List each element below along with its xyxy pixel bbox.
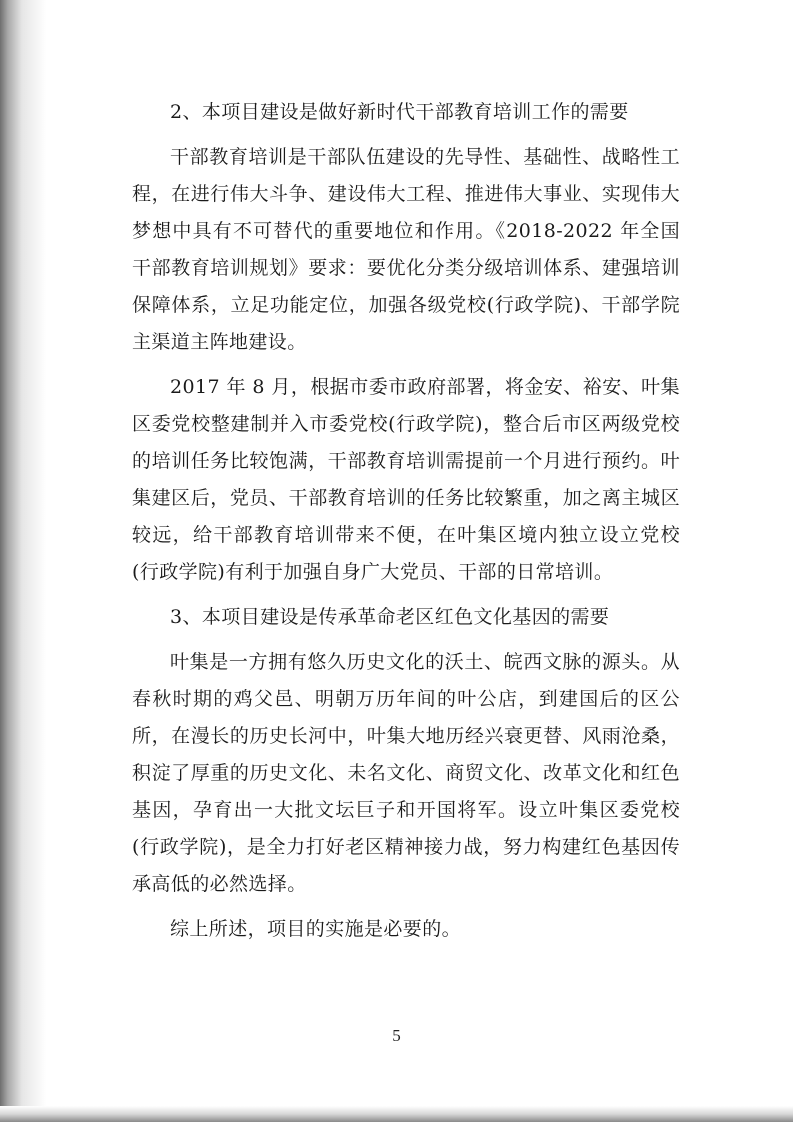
scan-shadow-bottom — [0, 1106, 793, 1122]
body-paragraph: 叶集是一方拥有悠久历史文化的沃土、皖西文脉的源头。从春秋时期的鸡父邑、明朝万历年间的叶公店，到建国后的区公所，在漫长的历史长河中，叶集大地历经兴衰更替、风雨沧桑，积淀了厚重的历史文化、未名文化、商贸文化、改革文化和红色基因，孕育出一大批文坛巨子和开国将军。设立叶集区委党校(行政学院)，是全力打好老区精神接力战，努力构建红色基因传承高低的必然选择。 — [132, 651, 680, 895]
body-paragraph: 综上所述，项目的实施是必要的。 — [170, 918, 462, 940]
body-paragraph: 干部教育培训是干部队伍建设的先导性、基础性、战略性工程，在进行伟大斗争、建设伟大工程、推进伟大事业、实现伟大梦想中具有不可替代的重要地位和作用。《2018-2022 年全国干部教育培训规划》要求：要优化分类分级培训体系、建强培训保障体系，立足功能定位，加强各级党校(行政学院)、干部学院主渠道主阵地建设。 — [132, 146, 680, 353]
document-body — [132, 94, 680, 948]
page-number: 5 — [392, 1026, 401, 1045]
body-paragraph: 2017 年 8 月，根据市委市政府部署，将金安、裕安、叶集区委党校整建制并入市委党校(行政学院)，整合后市区两级党校的培训任务比较饱满，干部教育培训需提前一个月进行预约。叶集建区后，党员、干部教育培训的任务比较繁重，加之离主城区较远，给干部教育培训带来不便，在叶集区境内独立设立党校(行政学院)有利于加强自身广大党员、干部的日常培训。 — [132, 376, 680, 583]
section-heading: 3、本项目建设是传承革命老区红色文化基因的需要 — [170, 606, 610, 628]
section-heading: 2、本项目建设是做好新时代干部教育培训工作的需要 — [170, 101, 629, 123]
scan-shadow-left — [0, 0, 46, 1122]
